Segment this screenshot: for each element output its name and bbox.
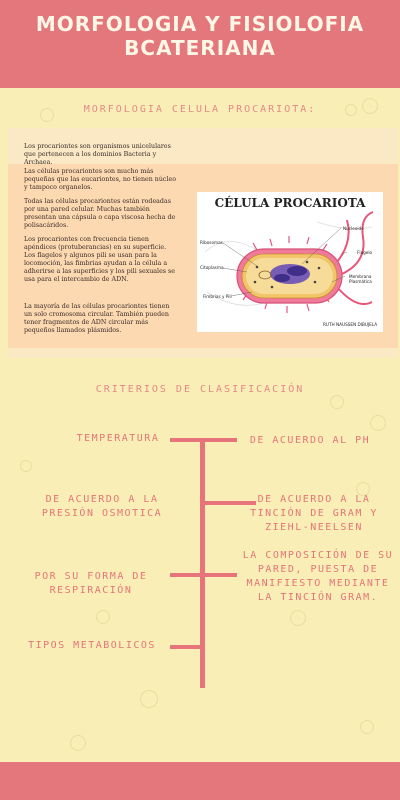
timeline-branch bbox=[170, 573, 237, 577]
page-title bbox=[0, 12, 400, 60]
header-banner bbox=[0, 0, 400, 88]
decor-bubble bbox=[370, 415, 386, 431]
timeline-line bbox=[200, 438, 205, 688]
label-citoplasma: Citoplasma bbox=[200, 265, 224, 270]
decor-bubble bbox=[70, 735, 86, 751]
paragraph-4: Los procariontes con frecuencia tienen apéndices (protuberancias) en su superficie. Los flagelos y algunos pili se usan para la locomoción, las fimbrias ayudan a la célula a adherirse a las superficies y los pili sexuales se usa para el intercambio de ADN. bbox=[24, 236, 175, 284]
criterion-composicion-pared: LA COMPOSICIÓN DE SU PARED, PUESTA DE MANIFIESTO MEDIANTE LA TINCIÓN GRAM. bbox=[242, 550, 394, 603]
decor-bubble bbox=[140, 690, 158, 708]
decor-bubble bbox=[96, 610, 110, 624]
label-ribosomas: Ribosomas bbox=[200, 240, 223, 245]
criterion-ph: DE ACUERDO AL PH bbox=[249, 435, 371, 446]
label-nucleoide: Nucleoide bbox=[343, 226, 364, 231]
criterion-presion-osmotica: DE ACUERDO A LA PRESIÓN OSMOTICA bbox=[41, 494, 163, 519]
prokaryotic-cell-diagram bbox=[197, 192, 383, 332]
diagram-credit: RUTH NAUSSEN DIBUJELA bbox=[323, 322, 378, 327]
footer-banner bbox=[0, 762, 400, 800]
page-title-line2: BCATERIANA bbox=[124, 36, 276, 60]
paragraph-5: La mayoría de las células procariontes tienen un solo cromosoma circular. También pueden tener fragmentos de ADN circular más pequeños llamados plásmidos. bbox=[24, 303, 170, 335]
paragraph-2: Las células procariontes son mucho más pequeñas que las eucariontes, no tienen núcleo y tampoco organelos. bbox=[24, 168, 176, 192]
paragraph-3: Todas las células procariontes están rodeadas por una pared celular. Muchas también presentan una cápsula o capa viscosa hecha de polisacáridos. bbox=[24, 198, 176, 230]
section-title-morfologia: MORFOLOGIA CELULA PROCARIOTA: bbox=[83, 104, 317, 115]
criterion-tipos-metabolicos: TIPOS METABOLICOS bbox=[28, 640, 156, 651]
criterion-temperatura: TEMPERATURA bbox=[76, 433, 160, 444]
label-flagelo: Flagelo bbox=[357, 250, 373, 255]
decor-bubble bbox=[360, 720, 374, 734]
decor-bubble bbox=[20, 460, 32, 472]
criterion-respiracion: POR SU FORMA DE RESPIRACIÓN bbox=[34, 571, 148, 596]
timeline-branch bbox=[170, 645, 205, 649]
section-title-criterios: CRITERIOS DE CLASIFICACIÓN bbox=[95, 384, 305, 395]
label-fimbrias: Fimbrias y Pili bbox=[203, 294, 232, 299]
diagram-title: CÉLULA PROCARIOTA bbox=[214, 196, 366, 210]
decor-bubble bbox=[330, 395, 344, 409]
page-title-line1: MORFOLOGIA Y FISIOLOFIA bbox=[35, 12, 365, 36]
criterion-tincion-gram: DE ACUERDO A LA TINCIÓN DE GRAM Y ZIEHL-NEELSEN bbox=[250, 494, 378, 533]
cell-illustration bbox=[197, 192, 383, 332]
label-membrana: Membrana Plasmática bbox=[349, 274, 372, 284]
decor-bubble bbox=[290, 610, 306, 626]
paragraph-1: Los procariontes son organismos unicelulares que pertenecen a los dominios Bacteria y Archaea. bbox=[24, 143, 171, 167]
